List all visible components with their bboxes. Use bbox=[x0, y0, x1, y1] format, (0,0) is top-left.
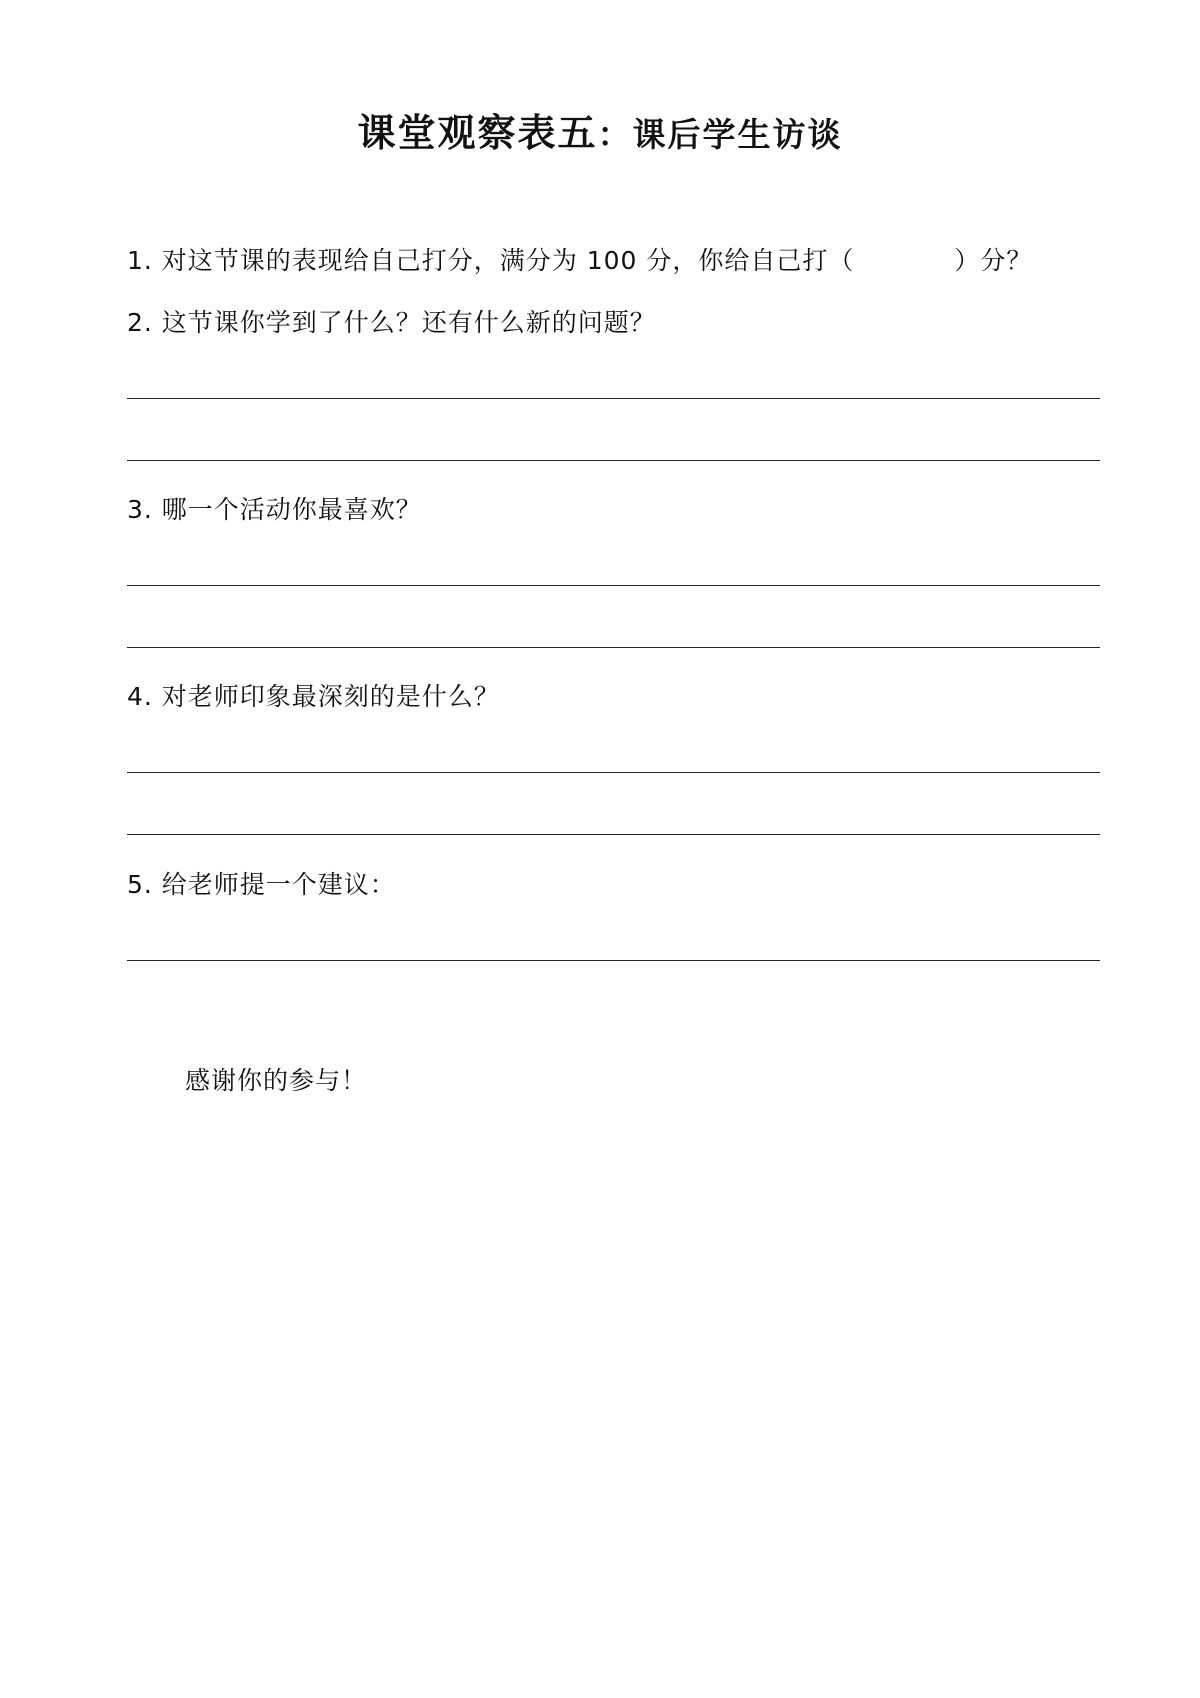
question-1-suffix: ）分？ bbox=[954, 246, 1033, 275]
answer-line-2a[interactable] bbox=[127, 398, 1100, 399]
closing-text: 感谢你的参与！ bbox=[185, 1066, 368, 1095]
answer-line-4a[interactable] bbox=[127, 772, 1100, 773]
question-2: 2. 这节课你学到了什么？还有什么新的问题？ bbox=[127, 308, 656, 337]
question-4: 4. 对老师印象最深刻的是什么？ bbox=[127, 682, 500, 711]
answer-line-3a[interactable] bbox=[127, 585, 1100, 586]
answer-line-3b[interactable] bbox=[127, 647, 1100, 648]
answer-line-2b[interactable] bbox=[127, 460, 1100, 461]
page-title bbox=[0, 108, 1200, 160]
title-main: 课堂观察表五 bbox=[357, 110, 598, 155]
question-1-text: 1. 对这节课的表现给自己打分，满分为 100 分，你给自己打（ bbox=[127, 246, 855, 275]
title-sub: ：课后学生访谈 bbox=[597, 115, 843, 154]
question-1 bbox=[127, 244, 1032, 278]
answer-line-4b[interactable] bbox=[127, 834, 1100, 835]
question-5: 5. 给老师提一个建议： bbox=[127, 870, 396, 899]
answer-line-5a[interactable] bbox=[127, 960, 1100, 961]
question-3: 3. 哪一个活动你最喜欢？ bbox=[127, 495, 422, 524]
